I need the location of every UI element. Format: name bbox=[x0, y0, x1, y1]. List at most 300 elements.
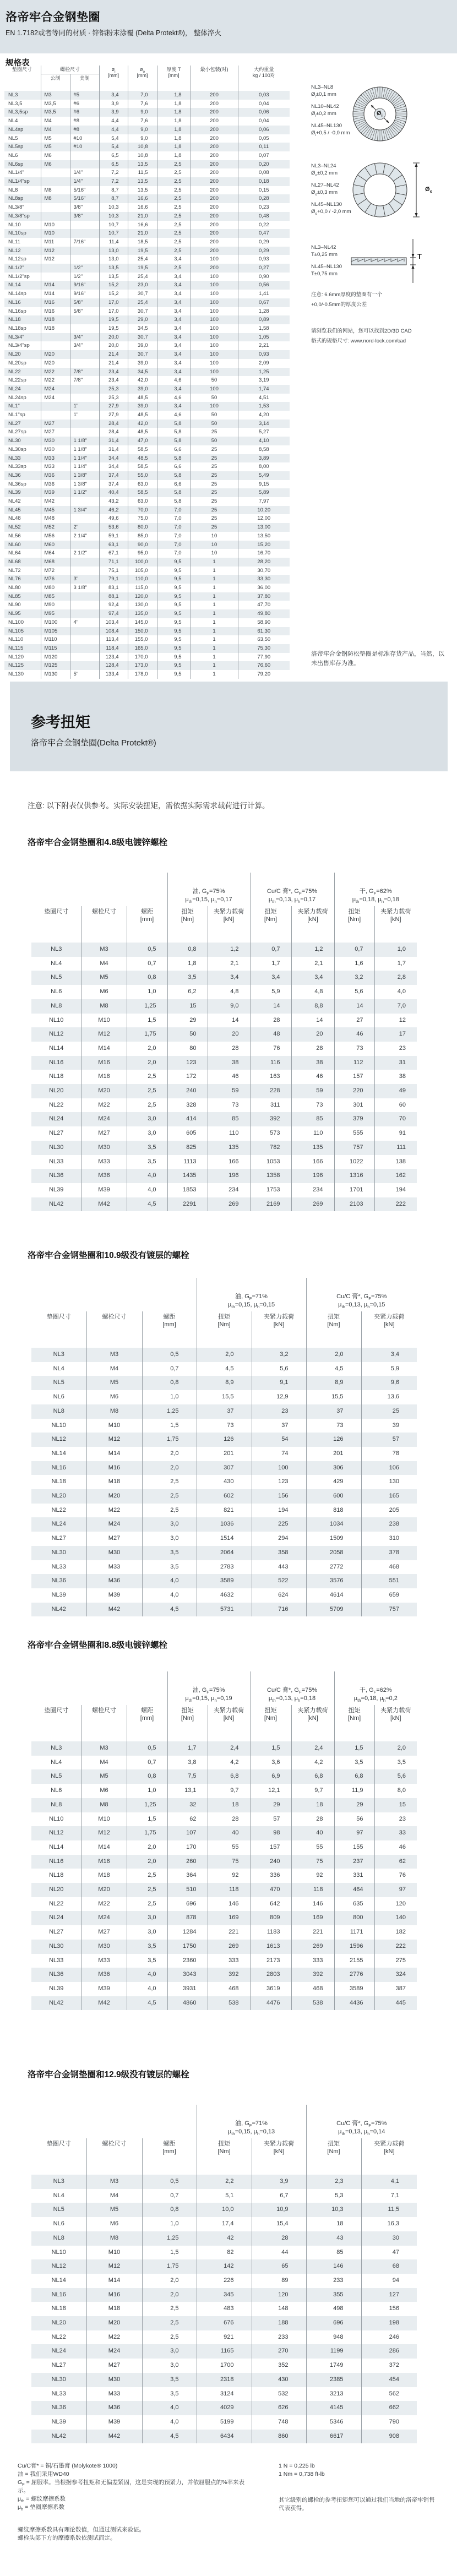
washer-size: NL22 bbox=[49, 1900, 64, 1907]
torque-cell: M3 bbox=[86, 1348, 142, 1362]
torque-cell: 1701 bbox=[334, 1183, 374, 1197]
torque-cell: 522 bbox=[252, 1574, 306, 1588]
washer-size: NL30sp bbox=[8, 446, 26, 453]
torque-cell: M4 bbox=[81, 957, 127, 971]
washer-size: NL6 bbox=[51, 988, 62, 995]
torque-cell: 94 bbox=[361, 2274, 417, 2288]
col-header-metric: 公制 bbox=[41, 74, 70, 91]
spec-cell: 13,0 bbox=[99, 255, 128, 264]
spec-row bbox=[4, 670, 290, 679]
spec-cell: 9,0 bbox=[128, 134, 157, 143]
spec-cell: M4 bbox=[41, 117, 70, 126]
spec-cell: #8 bbox=[70, 117, 99, 126]
washer-size: NL10 bbox=[8, 221, 21, 228]
torque-cell: M24 bbox=[86, 1517, 142, 1532]
washer-size: NL36sp bbox=[8, 481, 26, 487]
text-line: $\mu_h$ = 垫圈摩擦系数 bbox=[18, 2504, 65, 2512]
spec-cell: M90 bbox=[41, 601, 70, 609]
torque-cell: 48 bbox=[250, 1027, 291, 1042]
spec-cell: 3,4 bbox=[157, 368, 191, 377]
spec-cell: 7,6 bbox=[128, 117, 157, 126]
spec-cell bbox=[70, 324, 99, 333]
spec-row bbox=[4, 471, 290, 480]
spec-row bbox=[4, 143, 290, 151]
spec-row bbox=[4, 480, 290, 489]
washer-size: NL14 bbox=[49, 1044, 64, 1052]
torque-cell: 2318 bbox=[197, 2373, 252, 2387]
torque-cell: 355 bbox=[306, 2288, 361, 2302]
spec-cell bbox=[70, 627, 99, 636]
torque-table-grade88 bbox=[31, 1671, 417, 2010]
spec-cell: 8,00 bbox=[238, 462, 290, 471]
torque-row bbox=[31, 1588, 417, 1603]
spec-cell: 2,5 bbox=[157, 203, 191, 212]
torque-row bbox=[31, 1155, 417, 1169]
washer-size: NL22 bbox=[8, 368, 21, 375]
spec-cell: M14 bbox=[41, 290, 70, 298]
spec-cell: M56 bbox=[41, 532, 70, 541]
torque-cell: 0,8 bbox=[127, 1769, 167, 1784]
torque-cell: 2,5 bbox=[127, 1084, 167, 1098]
torque-cell: 60 bbox=[374, 1098, 417, 1113]
spec-cell: 5" bbox=[70, 670, 99, 679]
spec-cell: 1,8 bbox=[157, 100, 191, 108]
torque-cell: 1596 bbox=[334, 1940, 374, 1954]
spec-cell: 2" bbox=[70, 523, 99, 532]
torque-row bbox=[31, 1982, 417, 1996]
torque-cell: 2,0 bbox=[127, 1056, 167, 1070]
spec-cell: 21,0 bbox=[128, 229, 157, 238]
torque-cell: 333 bbox=[291, 1954, 334, 1968]
spec-cell: 7,0 bbox=[128, 91, 157, 100]
spec-cell bbox=[41, 264, 70, 273]
torque-cell: 12,1 bbox=[250, 1784, 291, 1798]
torque-cell: M42 bbox=[81, 1197, 127, 1212]
torque-cell: 165 bbox=[361, 1489, 417, 1504]
column-header: 夹紧力载荷 [kN] bbox=[361, 2138, 417, 2175]
torque-cell: 59 bbox=[291, 1084, 334, 1098]
spec-cell: 13,00 bbox=[238, 523, 290, 532]
torque-cell: 3,0 bbox=[127, 1112, 167, 1126]
washer-size: NL5 bbox=[51, 974, 62, 981]
torque-reference-box bbox=[10, 682, 448, 771]
torque-cell: 1,75 bbox=[142, 1433, 197, 1447]
torque-cell: 3,5 bbox=[127, 1940, 167, 1954]
spec-cell: 100 bbox=[191, 341, 238, 350]
tolerance-note: NL3–NL24 $Ø_o\pm 0,2$ mm bbox=[311, 163, 338, 177]
torque-cell: 11,9 bbox=[334, 1784, 374, 1798]
torque-cell: 468 bbox=[291, 1982, 334, 1996]
column-header: 夹紧力载荷 [kN] bbox=[361, 1311, 417, 1348]
spec-cell: 19,5 bbox=[128, 264, 157, 273]
torque-cell: 12,9 bbox=[252, 1390, 306, 1404]
torque-cell: 37 bbox=[252, 1419, 306, 1433]
spec-cell: 150,0 bbox=[128, 627, 157, 636]
torque-cell: 921 bbox=[197, 2330, 252, 2345]
torque-cell: 85 bbox=[208, 1112, 250, 1126]
torque-cell: 1,0 bbox=[127, 985, 167, 999]
spec-cell: 0,08 bbox=[238, 168, 290, 177]
spec-cell: 85,0 bbox=[128, 532, 157, 541]
torque-cell: M39 bbox=[86, 2415, 142, 2430]
torque-cell: M12 bbox=[81, 1027, 127, 1042]
cad-note: 请浏览我们的网站，您可以找到2D/3D CAD 格式的规格尺寸: www.nord-lock.com/cad bbox=[311, 328, 412, 344]
spec-cell: 200 bbox=[191, 194, 238, 203]
torque-cell: 358 bbox=[252, 1546, 306, 1560]
spec-cell: 25 bbox=[191, 428, 238, 437]
torque-cell: 3,0 bbox=[127, 1911, 167, 1925]
spec-row bbox=[4, 454, 290, 463]
torque-row bbox=[31, 1390, 417, 1404]
torque-cell: 364 bbox=[167, 1869, 208, 1883]
spec-cell: 3,4 bbox=[157, 324, 191, 333]
washer-size: NL27 bbox=[51, 2362, 66, 2369]
torque-cell: 642 bbox=[250, 1897, 291, 1911]
spec-cell: M5 bbox=[41, 143, 70, 151]
torque-cell: 821 bbox=[197, 1504, 252, 1518]
torque-cell: M6 bbox=[86, 2217, 142, 2231]
spec-cell: 18,5 bbox=[128, 238, 157, 247]
torque-cell: 624 bbox=[252, 1588, 306, 1603]
spec-cell: M3,5 bbox=[41, 108, 70, 117]
torque-cell: 2064 bbox=[197, 1546, 252, 1560]
torque-row bbox=[31, 957, 417, 971]
lubrication-group-header: 油, $G_F=71\%$ $\mu_{th}=0,15$, $\mu_h=0,15$ bbox=[197, 1278, 306, 1311]
torque-row bbox=[31, 2231, 417, 2246]
torque-cell: 2291 bbox=[167, 1197, 208, 1212]
torque-cell: 4,0 bbox=[127, 1183, 167, 1197]
torque-cell: 3931 bbox=[167, 1982, 208, 1996]
torque-cell: 5,6 bbox=[252, 1362, 306, 1376]
column-header: 夹紧力载荷 [kN] bbox=[252, 1311, 306, 1348]
spec-cell: 10,3 bbox=[99, 203, 128, 212]
torque-cell: M14 bbox=[86, 1447, 142, 1461]
spec-cell bbox=[41, 341, 70, 350]
torque-cell: M33 bbox=[86, 2387, 142, 2401]
torque-row bbox=[31, 2373, 417, 2387]
torque-cell: 12 bbox=[374, 1014, 417, 1028]
torque-cell: 234 bbox=[208, 1183, 250, 1197]
spec-cell: 1/4" bbox=[70, 168, 99, 177]
torque-cell: 25 bbox=[361, 1404, 417, 1419]
torque-cell: 98 bbox=[250, 1826, 291, 1840]
torque-cell: 82 bbox=[197, 2246, 252, 2260]
spec-cell: 6,5 bbox=[99, 160, 128, 169]
torque-row bbox=[31, 1883, 417, 1897]
torque-cell: 4,2 bbox=[208, 1756, 250, 1770]
spec-cell: 5/16" bbox=[70, 194, 99, 203]
torque-cell: 78 bbox=[361, 1447, 417, 1461]
spec-cell: 200 bbox=[191, 247, 238, 255]
torque-cell: 7,5 bbox=[167, 1769, 208, 1784]
torque-cell: 2,0 bbox=[127, 1855, 167, 1869]
spec-cell: 200 bbox=[191, 134, 238, 143]
torque-row bbox=[31, 1489, 417, 1504]
torque-row bbox=[31, 1433, 417, 1447]
torque-cell: 29 bbox=[334, 1798, 374, 1812]
washer-size: NL36 bbox=[49, 1971, 64, 1978]
spec-cell: 13,0 bbox=[99, 247, 128, 255]
spec-cell: 9,5 bbox=[157, 661, 191, 670]
torque-cell: 57 bbox=[250, 1812, 291, 1827]
torque-cell: 790 bbox=[361, 2415, 417, 2430]
spec-cell: 1 1/4" bbox=[70, 454, 99, 463]
washer-size: NL24 bbox=[8, 385, 21, 392]
spec-cell: 9,5 bbox=[157, 644, 191, 653]
torque-cell: 2173 bbox=[250, 1954, 291, 1968]
washer-size: NL5 bbox=[53, 2206, 64, 2213]
torque-cell: M27 bbox=[81, 1925, 127, 1940]
torque-cell: 825 bbox=[167, 1141, 208, 1155]
spec-cell: 2 1/2" bbox=[70, 549, 99, 558]
spec-cell: M4 bbox=[41, 126, 70, 134]
spec-cell: 5,8 bbox=[157, 454, 191, 463]
torque-cell: 1750 bbox=[167, 1940, 208, 1954]
torque-cell: 74 bbox=[252, 1447, 306, 1461]
column-header: 夹紧力载荷 [kN] bbox=[208, 1705, 250, 1741]
torque-row bbox=[31, 1475, 417, 1489]
spec-cell: 9,5 bbox=[157, 653, 191, 662]
spec-cell: 9,15 bbox=[238, 480, 290, 489]
washer-size: NL33 bbox=[8, 455, 21, 461]
torque-cell: 6434 bbox=[197, 2430, 252, 2444]
column-header: 扭矩 [Nm] bbox=[334, 1705, 374, 1741]
torque-row bbox=[31, 971, 417, 985]
spec-cell: 1 3/8" bbox=[70, 480, 99, 489]
spec-cell: M125 bbox=[41, 661, 70, 670]
torque-cell: 5,9 bbox=[361, 1362, 417, 1376]
torque-cell: M12 bbox=[86, 1433, 142, 1447]
washer-size: NL30 bbox=[49, 1942, 64, 1949]
torque-row bbox=[31, 1968, 417, 1982]
torque-cell: M27 bbox=[86, 2359, 142, 2373]
washer-size: NL10 bbox=[51, 2248, 66, 2256]
spec-cell: 58,5 bbox=[128, 488, 157, 497]
torque-cell: 3619 bbox=[250, 1982, 291, 1996]
torque-cell: 6,2 bbox=[167, 985, 208, 999]
spec-cell: 1 1/8" bbox=[70, 437, 99, 445]
torque-cell: 3,4 bbox=[291, 971, 334, 985]
spec-cell bbox=[70, 541, 99, 549]
torque-cell: 233 bbox=[306, 2274, 361, 2288]
torque-row bbox=[31, 1169, 417, 1183]
spec-row bbox=[4, 609, 290, 618]
spec-cell: 27,9 bbox=[99, 411, 128, 420]
spec-cell: 29,0 bbox=[128, 315, 157, 324]
spec-cell bbox=[70, 160, 99, 169]
spec-cell: 39,0 bbox=[128, 402, 157, 411]
column-header: 夹紧力载荷 [kN] bbox=[374, 1705, 417, 1741]
torque-cell: 28 bbox=[291, 1042, 334, 1056]
spec-row bbox=[4, 627, 290, 636]
washer-size: NL27 bbox=[49, 1929, 64, 1936]
spec-cell: 3 1/8" bbox=[70, 584, 99, 592]
torque-cell: M16 bbox=[86, 2288, 142, 2302]
spec-cell: 173,0 bbox=[128, 661, 157, 670]
torque-cell: 8,9 bbox=[306, 1376, 361, 1390]
spec-cell: 8,7 bbox=[99, 194, 128, 203]
spec-cell: 1 bbox=[191, 644, 238, 653]
spec-cell: 25 bbox=[191, 523, 238, 532]
torque-cell: 3589 bbox=[334, 1982, 374, 1996]
spec-cell: 88,1 bbox=[99, 592, 128, 601]
torque-disclaimer-note: 注意: 以下附表仅供参考。实际安装扭矩，需依据实际需求载荷进行计算。 bbox=[28, 802, 270, 810]
torque-row bbox=[31, 2387, 417, 2401]
column-header: 垫圈尺寸 bbox=[44, 1707, 69, 1714]
washer-size: NL6 bbox=[51, 1787, 62, 1794]
torque-cell: 126 bbox=[197, 1433, 252, 1447]
torque-cell: 135 bbox=[208, 1141, 250, 1155]
spec-cell bbox=[70, 229, 99, 238]
torque-cell: 3576 bbox=[306, 1574, 361, 1588]
torque-cell: 29 bbox=[167, 1014, 208, 1028]
washer-size: NL22 bbox=[49, 1101, 64, 1108]
outer-diameter-label: $Ø_o$ bbox=[425, 186, 433, 194]
spec-cell: 200 bbox=[191, 143, 238, 151]
text-line: Cu/C膏* = 铜/石墨膏 (Molykote® 1000) bbox=[18, 2463, 118, 2469]
washer-cam-face-diagram bbox=[351, 161, 422, 219]
spec-cell: 6,5 bbox=[99, 151, 128, 160]
spec-cell: 0,04 bbox=[238, 117, 290, 126]
spec-cell: 13,5 bbox=[99, 273, 128, 281]
torque-cell: 4,2 bbox=[291, 1756, 334, 1770]
washer-size: NL20sp bbox=[8, 360, 26, 366]
torque-row bbox=[31, 1840, 417, 1855]
spec-cell: 10 bbox=[191, 532, 238, 541]
torque-cell: 2,5 bbox=[127, 1070, 167, 1084]
torque-cell: 76 bbox=[250, 1042, 291, 1056]
stock-note: 洛帝牢合金钢防松垫圈是标准存货产品，当然，以未出售库存为准。 bbox=[311, 651, 444, 667]
torque-row bbox=[31, 2175, 417, 2189]
spec-cell: 5,8 bbox=[157, 497, 191, 506]
torque-cell: 2,5 bbox=[127, 1897, 167, 1911]
torque-cell: 2,8 bbox=[374, 971, 417, 985]
spec-cell: 1,28 bbox=[238, 307, 290, 316]
torque-cell: 1358 bbox=[250, 1169, 291, 1183]
torque-cell: 0,8 bbox=[127, 971, 167, 985]
spec-cell: M72 bbox=[41, 567, 70, 575]
spec-cell: 19,5 bbox=[128, 247, 157, 255]
spec-cell: 7,6 bbox=[128, 100, 157, 108]
torque-cell: 1,5 bbox=[334, 1741, 374, 1756]
torque-row bbox=[31, 2259, 417, 2274]
torque-table-title-grade129: 洛帝牢合金钢垫圈和12.9级没有镀层的螺栓 bbox=[28, 2070, 189, 2079]
spec-cell: M45 bbox=[41, 506, 70, 515]
washer-size: NL33 bbox=[49, 1957, 64, 1964]
torque-cell: 140 bbox=[374, 1911, 417, 1925]
torque-cell: 138 bbox=[374, 1155, 417, 1169]
spec-row bbox=[4, 221, 290, 230]
torque-cell: 92 bbox=[208, 1869, 250, 1883]
spec-cell bbox=[70, 661, 99, 670]
washer-size: NL36 bbox=[51, 2404, 66, 2411]
spec-cell: 3,4 bbox=[157, 281, 191, 290]
spec-cell: 133,4 bbox=[99, 670, 128, 679]
spec-cell: 1,41 bbox=[238, 290, 290, 298]
torque-cell: 91 bbox=[374, 1126, 417, 1141]
spec-cell: #6 bbox=[70, 100, 99, 108]
spec-cell bbox=[70, 394, 99, 402]
torque-cell: 46 bbox=[208, 1070, 250, 1084]
spec-row bbox=[4, 134, 290, 143]
washer-size: NL22 bbox=[51, 2333, 66, 2340]
spec-cell: 36,00 bbox=[238, 584, 290, 592]
washer-size: NL8 bbox=[53, 1407, 64, 1414]
washer-size: NL95 bbox=[8, 611, 21, 617]
tolerance-note: NL45–NL130 $Ø_i+0,5 / -0,0$ mm bbox=[311, 123, 350, 137]
spec-cell: 53,6 bbox=[99, 523, 128, 532]
spec-cell: 200 bbox=[191, 212, 238, 221]
header-spacer bbox=[31, 1278, 197, 1311]
spec-cell: 40,4 bbox=[99, 488, 128, 497]
spec-cell: 3" bbox=[70, 575, 99, 584]
torque-cell: 85 bbox=[291, 1112, 334, 1126]
text-line: $\mu_{th}$ = 螺纹摩擦系数 bbox=[18, 2496, 66, 2504]
washer-size: NL20 bbox=[49, 1886, 64, 1893]
torque-cell: 336 bbox=[250, 1869, 291, 1883]
torque-cell: 166 bbox=[291, 1155, 334, 1169]
spec-cell: 30,7 bbox=[128, 350, 157, 359]
torque-cell: 1,75 bbox=[127, 1027, 167, 1042]
spec-cell: 3,4 bbox=[157, 298, 191, 307]
torque-cell: 0,7 bbox=[250, 943, 291, 957]
torque-cell: M6 bbox=[81, 985, 127, 999]
spec-cell: 37,4 bbox=[99, 480, 128, 489]
torque-cell: 4,8 bbox=[291, 985, 334, 999]
torque-row bbox=[31, 2430, 417, 2444]
text-line: 螺纹摩擦系数具有理论数值，但通过测试来验证。 bbox=[18, 2526, 145, 2533]
spec-cell: 1 3/4" bbox=[70, 506, 99, 515]
spec-cell: 2,5 bbox=[157, 194, 191, 203]
torque-row bbox=[31, 999, 417, 1014]
spec-cell: 67,1 bbox=[99, 549, 128, 558]
torque-cell: 6617 bbox=[306, 2430, 361, 2444]
spec-cell bbox=[70, 151, 99, 160]
torque-cell: 225 bbox=[252, 1517, 306, 1532]
torque-cell: 126 bbox=[306, 1433, 361, 1447]
torque-cell: 659 bbox=[361, 1588, 417, 1603]
spec-cell: 10,20 bbox=[238, 506, 290, 515]
torque-cell: 120 bbox=[252, 2288, 306, 2302]
spec-row bbox=[4, 506, 290, 515]
spec-cell: 2,5 bbox=[157, 177, 191, 186]
spec-cell: M115 bbox=[41, 644, 70, 653]
spec-cell: 5,4 bbox=[99, 134, 128, 143]
torque-cell: 59 bbox=[208, 1084, 250, 1098]
spec-cell: 2,5 bbox=[157, 168, 191, 177]
torque-cell: 15 bbox=[374, 1798, 417, 1812]
torque-cell: 14 bbox=[291, 1014, 334, 1028]
torque-cell: 182 bbox=[374, 1925, 417, 1940]
spec-cell: 200 bbox=[191, 238, 238, 247]
torque-cell: 3,0 bbox=[142, 2344, 197, 2359]
torque-row bbox=[31, 1574, 417, 1588]
spec-cell: 1 bbox=[191, 661, 238, 670]
washer-size: NL60 bbox=[8, 541, 21, 548]
torque-cell: 392 bbox=[208, 1968, 250, 1982]
spec-row bbox=[4, 203, 290, 212]
column-header: 螺栓尺寸 bbox=[81, 1705, 127, 1741]
lubrication-group-header: 干, $G_F=62\%$ $\mu_{th}=0,18$, $\mu_h=0,2$ bbox=[334, 1671, 417, 1705]
column-header: 扭矩 [Nm] bbox=[167, 1705, 208, 1741]
torque-cell: 464 bbox=[334, 1883, 374, 1897]
spec-cell: M14 bbox=[41, 281, 70, 290]
spec-cell: 2,5 bbox=[157, 221, 191, 230]
torque-row bbox=[31, 1532, 417, 1546]
spec-cell: 77,90 bbox=[238, 653, 290, 662]
spec-cell: 0,23 bbox=[238, 203, 290, 212]
torque-cell: 201 bbox=[306, 1447, 361, 1461]
